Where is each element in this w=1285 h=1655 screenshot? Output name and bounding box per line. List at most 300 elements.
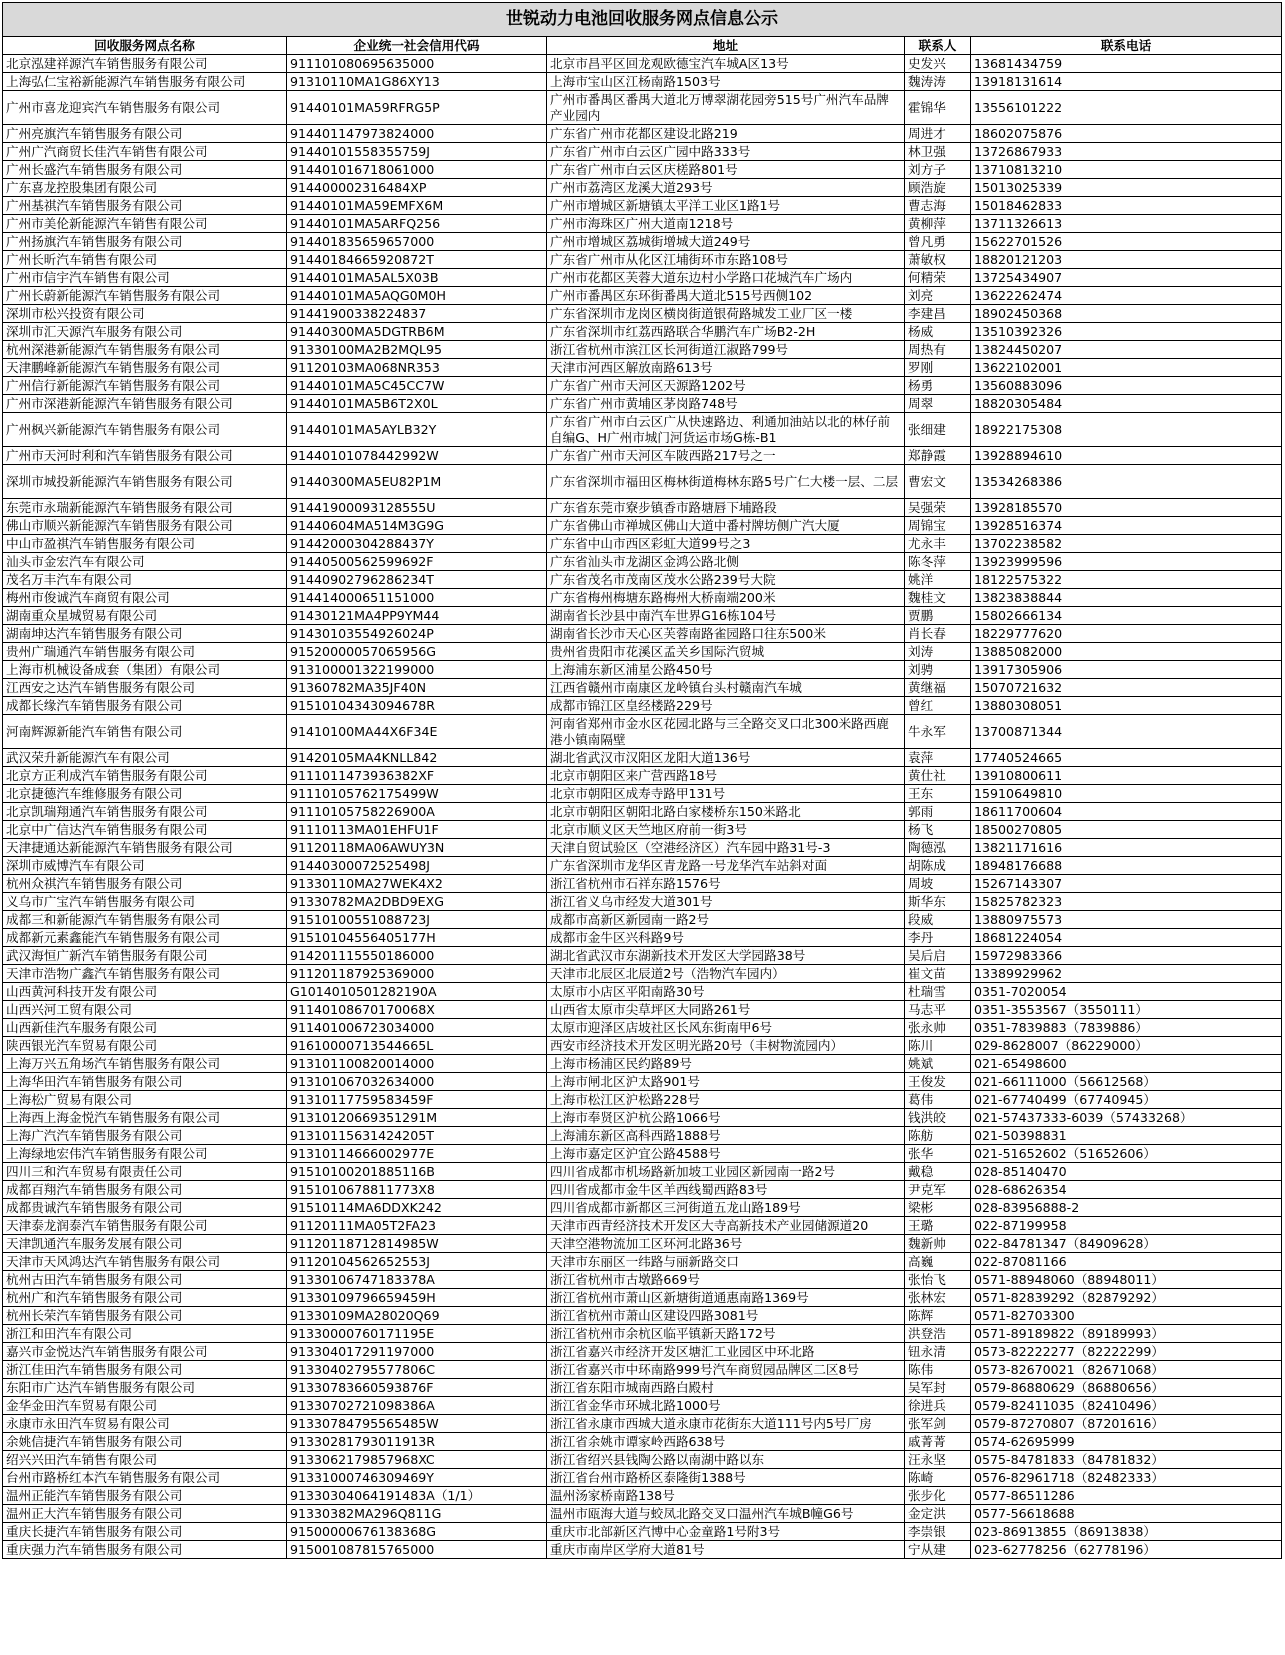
table-row	[3, 1289, 1282, 1307]
phone-cell: 0573-82222277（82222299）	[971, 1343, 1282, 1361]
credit-code-cell: 91440101MA59RFRG5P	[287, 91, 547, 125]
outlet-name-cell: 杭州长荣汽车销售服务有限公司	[3, 1307, 287, 1325]
outlet-name-cell: 杭州古田汽车销售服务有限公司	[3, 1271, 287, 1289]
contact-cell: 周锦宝	[905, 517, 971, 535]
phone-cell: 0577-86511286	[971, 1487, 1282, 1505]
outlet-name-cell: 湖南重众星城贸易有限公司	[3, 607, 287, 625]
outlet-name-cell: 广州信行新能源汽车销售服务有限公司	[3, 377, 287, 395]
outlet-name-cell: 江西安之达汽车销售服务有限公司	[3, 679, 287, 697]
address-cell: 天津市西青经济技术开发区大寺高新技术产业园储源道20	[547, 1217, 905, 1235]
table-row	[3, 143, 1282, 161]
phone-cell: 13824450207	[971, 341, 1282, 359]
table-body	[3, 55, 1282, 1559]
outlet-name-cell: 四川三和汽车贸易有限责任公司	[3, 1163, 287, 1181]
outlet-name-cell: 余姚信捷汽车销售服务有限公司	[3, 1433, 287, 1451]
table-row	[3, 697, 1282, 715]
address-cell: 广州市增城区新塘镇太平洋工业区1路1号	[547, 197, 905, 215]
phone-cell: 13711326613	[971, 215, 1282, 233]
phone-cell: 13700871344	[971, 715, 1282, 749]
header-phone: 联系电话	[971, 37, 1282, 55]
credit-code-cell: 91330281793011913R	[287, 1433, 547, 1451]
address-cell: 天津自贸试验区（空港经济区）汽车园中路31号-3	[547, 839, 905, 857]
table-row	[3, 911, 1282, 929]
address-cell: 西安市经济技术开发区明光路20号（丰树物流园内）	[547, 1037, 905, 1055]
page-title: 世锐动力电池回收服务网点信息公示	[3, 3, 1282, 37]
credit-code-cell: 91442000304288437Y	[287, 535, 547, 553]
credit-code-cell: 91330782MA2DBD9EXG	[287, 893, 547, 911]
contact-cell: 张步化	[905, 1487, 971, 1505]
credit-code-cell: 91310114666002977E	[287, 1145, 547, 1163]
contact-cell: 张细建	[905, 413, 971, 447]
contact-cell: 曾凡勇	[905, 233, 971, 251]
table-row	[3, 323, 1282, 341]
phone-cell: 15013025339	[971, 179, 1282, 197]
table-row	[3, 1145, 1282, 1163]
address-cell: 广东省广州市天河区天源路1202号	[547, 377, 905, 395]
contact-cell: 马志平	[905, 1001, 971, 1019]
credit-code-cell: 91120118712814985W	[287, 1235, 547, 1253]
contact-cell: 杨飞	[905, 821, 971, 839]
address-cell: 北京市昌平区回龙观欧德宝汽车城A区13号	[547, 55, 905, 73]
table-row	[3, 1307, 1282, 1325]
table-row	[3, 929, 1282, 947]
credit-code-cell: 913101100820014000	[287, 1055, 547, 1073]
phone-cell: 15070721632	[971, 679, 1282, 697]
outlet-name-cell: 浙江佳田汽车销售服务有限公司	[3, 1361, 287, 1379]
table-row	[3, 499, 1282, 517]
outlet-name-cell: 深圳市威博汽车有限公司	[3, 857, 287, 875]
phone-cell: 13560883096	[971, 377, 1282, 395]
header-row	[3, 37, 1282, 55]
outlet-name-cell: 山西新佳汽车服务有限公司	[3, 1019, 287, 1037]
contact-cell: 罗刚	[905, 359, 971, 377]
credit-code-cell: 911401006723034000	[287, 1019, 547, 1037]
table-row	[3, 679, 1282, 697]
credit-code-cell: 91440300MA5EU82P1M	[287, 465, 547, 499]
phone-cell: 0575-84781833（84781832）	[971, 1451, 1282, 1469]
address-cell: 广东省深圳市龙岗区横岗街道银荷路城发工业厂区一楼	[547, 305, 905, 323]
address-cell: 天津市河西区解放南路613号	[547, 359, 905, 377]
table-row	[3, 1181, 1282, 1199]
phone-cell: 023-86913855（86913838）	[971, 1523, 1282, 1541]
table-row	[3, 125, 1282, 143]
table-row	[3, 715, 1282, 749]
phone-cell: 18122575322	[971, 571, 1282, 589]
outlet-name-cell: 深圳市松兴投资有限公司	[3, 305, 287, 323]
credit-code-cell: 91440101078442992W	[287, 447, 547, 465]
address-cell: 浙江省杭州市萧山区新塘街道通惠南路1369号	[547, 1289, 905, 1307]
contact-cell: 顾浩旋	[905, 179, 971, 197]
outlet-name-cell: 广州基祺汽车销售服务有限公司	[3, 197, 287, 215]
table-row	[3, 91, 1282, 125]
outlet-name-cell: 杭州深港新能源汽车销售服务有限公司	[3, 341, 287, 359]
contact-cell: 王璐	[905, 1217, 971, 1235]
header-contact: 联系人	[905, 37, 971, 55]
phone-cell: 021-65498600	[971, 1055, 1282, 1073]
header-credit-code: 企业统一社会信用代码	[287, 37, 547, 55]
credit-code-cell: 91510100551088723J	[287, 911, 547, 929]
credit-code-cell: 91440101MA5C45CC7W	[287, 377, 547, 395]
table-row	[3, 625, 1282, 643]
contact-cell: 袁萍	[905, 749, 971, 767]
contact-cell: 宁从建	[905, 1541, 971, 1559]
phone-cell: 0579-82411035（82410496）	[971, 1397, 1282, 1415]
address-cell: 广东省中山市西区彩虹大道99号之3	[547, 535, 905, 553]
address-cell: 浙江省余姚市谭家岭西路638号	[547, 1433, 905, 1451]
outlet-name-cell: 北京泓建祥源汽车销售服务有限公司	[3, 55, 287, 73]
credit-code-cell: 913100001322199000	[287, 661, 547, 679]
contact-cell: 周翠	[905, 395, 971, 413]
contact-cell: 林卫强	[905, 143, 971, 161]
phone-cell: 0579-86880629（86880656）	[971, 1379, 1282, 1397]
outlet-name-cell: 北京凯瑞翔通汽车销售服务有限公司	[3, 803, 287, 821]
outlet-name-cell: 金华金田汽车贸易有限公司	[3, 1397, 287, 1415]
outlet-name-cell: 茂名万丰汽车有限公司	[3, 571, 287, 589]
outlet-name-cell: 广州亮旗汽车销售服务有限公司	[3, 125, 287, 143]
credit-code-cell: 914400002316484XP	[287, 179, 547, 197]
table-row	[3, 589, 1282, 607]
phone-cell: 13918131614	[971, 73, 1282, 91]
contact-cell: 尤永丰	[905, 535, 971, 553]
contact-cell: 黄仕社	[905, 767, 971, 785]
phone-cell: 0351-3553567（3550111）	[971, 1001, 1282, 1019]
credit-code-cell: 91330784795565485W	[287, 1415, 547, 1433]
table-row	[3, 1127, 1282, 1145]
credit-code-cell: 91440101558355759J	[287, 143, 547, 161]
credit-code-cell: 91310120669351291M	[287, 1109, 547, 1127]
address-cell: 广东省茂名市茂南区茂水公路239号大院	[547, 571, 905, 589]
phone-cell: 0576-82961718（82482333）	[971, 1469, 1282, 1487]
outlet-name-cell: 上海华田汽车销售服务有限公司	[3, 1073, 287, 1091]
table-row	[3, 535, 1282, 553]
table-row	[3, 1505, 1282, 1523]
contact-cell: 曾红	[905, 697, 971, 715]
contact-cell: 曹志海	[905, 197, 971, 215]
phone-cell: 15910649810	[971, 785, 1282, 803]
table-row	[3, 341, 1282, 359]
table-row	[3, 1253, 1282, 1271]
address-cell: 上海市嘉定区沪宜公路4588号	[547, 1145, 905, 1163]
table-row	[3, 767, 1282, 785]
credit-code-cell: 91420105MA4KNLL842	[287, 749, 547, 767]
outlet-name-cell: 成都贵诚汽车销售服务有限公司	[3, 1199, 287, 1217]
contact-cell: 钮永清	[905, 1343, 971, 1361]
table-row	[3, 179, 1282, 197]
table-row	[3, 571, 1282, 589]
address-cell: 上海市松江区沪松路228号	[547, 1091, 905, 1109]
outlet-name-cell: 天津凯通汽车服务发展有限公司	[3, 1235, 287, 1253]
table-row	[3, 1397, 1282, 1415]
phone-cell: 13622102001	[971, 359, 1282, 377]
contact-cell: 张军剑	[905, 1415, 971, 1433]
contact-cell: 张华	[905, 1145, 971, 1163]
phone-cell: 15972983366	[971, 947, 1282, 965]
phone-cell: 15802666134	[971, 607, 1282, 625]
credit-code-cell: 911101080695635000	[287, 55, 547, 73]
phone-cell: 13681434759	[971, 55, 1282, 73]
contact-cell: 王东	[905, 785, 971, 803]
outlet-name-cell: 上海广汽汽车销售服务有限公司	[3, 1127, 287, 1145]
contact-cell: 徐进兵	[905, 1397, 971, 1415]
address-cell: 广东省佛山市禅城区佛山大道中番村牌坊侧广汽大厦	[547, 517, 905, 535]
contact-cell: 周坡	[905, 875, 971, 893]
contact-cell: 贾鹏	[905, 607, 971, 625]
credit-code-cell: 91140108670170068X	[287, 1001, 547, 1019]
table-row	[3, 857, 1282, 875]
outlet-name-cell: 上海西上海金悦汽车销售服务有限公司	[3, 1109, 287, 1127]
address-cell: 广东省深圳市龙华区青龙路一号龙华汽车站斜对面	[547, 857, 905, 875]
table-row	[3, 1091, 1282, 1109]
address-cell: 浙江省绍兴县钱陶公路以南湖中路以东	[547, 1451, 905, 1469]
address-cell: 重庆市南岸区学府大道81号	[547, 1541, 905, 1559]
phone-cell: 13622262474	[971, 287, 1282, 305]
table-row	[3, 1109, 1282, 1127]
outlet-name-cell: 北京方正利成汽车销售服务有限公司	[3, 767, 287, 785]
outlet-name-cell: 杭州广和汽车销售服务有限公司	[3, 1289, 287, 1307]
outlet-name-cell: 杭州众祺汽车销售服务有限公司	[3, 875, 287, 893]
outlet-name-cell: 台州市路桥红本汽车销售服务有限公司	[3, 1469, 287, 1487]
table-row	[3, 947, 1282, 965]
address-cell: 重庆市北部新区汽博中心金童路1号附3号	[547, 1523, 905, 1541]
table-row	[3, 1433, 1282, 1451]
phone-cell: 028-83956888-2	[971, 1199, 1282, 1217]
table-row	[3, 359, 1282, 377]
outlet-name-cell: 湖南坤达汽车销售服务有限公司	[3, 625, 287, 643]
credit-code-cell: 9151010678811773X8	[287, 1181, 547, 1199]
table-row	[3, 607, 1282, 625]
credit-code-cell: 91440184665920872T	[287, 251, 547, 269]
phone-cell: 0351-7020054	[971, 983, 1282, 1001]
phone-cell: 13928894610	[971, 447, 1282, 465]
table-row	[3, 785, 1282, 803]
table-row	[3, 1451, 1282, 1469]
table-row	[3, 269, 1282, 287]
address-cell: 广州市花都区芙蓉大道东边村小学路口花城汽车广场内	[547, 269, 905, 287]
outlet-name-cell: 武汉荣升新能源汽车有限公司	[3, 749, 287, 767]
credit-code-cell: 91430103554926024P	[287, 625, 547, 643]
contact-cell: 吴强荣	[905, 499, 971, 517]
address-cell: 山西省太原市尖草坪区大同路261号	[547, 1001, 905, 1019]
outlet-name-cell: 广东喜龙控股集团有限公司	[3, 179, 287, 197]
outlet-name-cell: 陕西银光汽车贸易有限公司	[3, 1037, 287, 1055]
address-cell: 四川省成都市新都区三河街道五龙山路189号	[547, 1199, 905, 1217]
address-cell: 天津空港物流加工区环河北路36号	[547, 1235, 905, 1253]
phone-cell: 18500270805	[971, 821, 1282, 839]
address-cell: 广东省广州市从化区江埔街环市东路108号	[547, 251, 905, 269]
phone-cell: 0571-89189822（89189993）	[971, 1325, 1282, 1343]
phone-cell: 0571-82703300	[971, 1307, 1282, 1325]
phone-cell: 0574-62695999	[971, 1433, 1282, 1451]
phone-cell: 021-50398831	[971, 1127, 1282, 1145]
table-row	[3, 1037, 1282, 1055]
table-row	[3, 55, 1282, 73]
table-row	[3, 839, 1282, 857]
contact-cell: 曹宏文	[905, 465, 971, 499]
header-outlet-name: 回收服务网点名称	[3, 37, 287, 55]
contact-cell: 郭雨	[905, 803, 971, 821]
contact-cell: 陈伟	[905, 1361, 971, 1379]
outlet-name-cell: 广州长昕汽车销售有限公司	[3, 251, 287, 269]
credit-code-cell: 91440101MA5AL5X03B	[287, 269, 547, 287]
address-cell: 浙江省杭州市古墩路669号	[547, 1271, 905, 1289]
credit-code-cell: 91110113MA01EHFU1F	[287, 821, 547, 839]
phone-cell: 13880308051	[971, 697, 1282, 715]
contact-cell: 魏涛涛	[905, 73, 971, 91]
credit-code-cell: 91330100MA2B2MQL95	[287, 341, 547, 359]
address-cell: 浙江省嘉兴市经济开发区塘汇工业园区中环北路	[547, 1343, 905, 1361]
outlet-name-cell: 深圳市汇天源汽车服务有限公司	[3, 323, 287, 341]
contact-cell: 高巍	[905, 1253, 971, 1271]
table-row	[3, 161, 1282, 179]
address-cell: 浙江省义乌市经发大道301号	[547, 893, 905, 911]
contact-cell: 尹克军	[905, 1181, 971, 1199]
address-cell: 广东省深圳市红荔西路联合华鹏汽车广场B2-2H	[547, 323, 905, 341]
outlet-name-cell: 上海万兴五角场汽车销售服务有限公司	[3, 1055, 287, 1073]
credit-code-cell: 91440101MA5B6T2X0L	[287, 395, 547, 413]
contact-cell: 陈冬萍	[905, 553, 971, 571]
address-cell: 上海市奉贤区沪杭公路1066号	[547, 1109, 905, 1127]
phone-cell: 13389929962	[971, 965, 1282, 983]
credit-code-cell: 91440300MA5DGTRB6M	[287, 323, 547, 341]
address-cell: 广州市番禺区东环街番禺大道北515号西侧102	[547, 287, 905, 305]
outlet-name-cell: 天津市天风鸿达汽车销售服务有限公司	[3, 1253, 287, 1271]
credit-code-cell: 913304017291197000	[287, 1343, 547, 1361]
outlet-name-cell: 广州扬旗汽车销售服务有限公司	[3, 233, 287, 251]
address-cell: 浙江省台州市路桥区泰隆街1388号	[547, 1469, 905, 1487]
credit-code-cell: 91110105762175499W	[287, 785, 547, 803]
outlet-name-cell: 成都百翔汽车销售服务有限公司	[3, 1181, 287, 1199]
phone-cell: 13556101222	[971, 91, 1282, 125]
credit-code-cell: 91440101MA5AYLB32Y	[287, 413, 547, 447]
table-row	[3, 413, 1282, 447]
outlet-name-cell: 北京捷德汽车维修服务有限公司	[3, 785, 287, 803]
table-row	[3, 803, 1282, 821]
phone-cell: 0573-82670021（82671068）	[971, 1361, 1282, 1379]
credit-code-cell: 91330106747183378A	[287, 1271, 547, 1289]
address-cell: 浙江省杭州市萧山区建设四路3081号	[547, 1307, 905, 1325]
phone-cell: 0351-7839883（7839886）	[971, 1019, 1282, 1037]
table-row	[3, 1055, 1282, 1073]
phone-cell: 18948176688	[971, 857, 1282, 875]
phone-cell: 13928185570	[971, 499, 1282, 517]
address-cell: 浙江省嘉兴市中环南路999号汽车商贸园品牌区二区8号	[547, 1361, 905, 1379]
address-cell: 广州市增城区荔城街增城大道249号	[547, 233, 905, 251]
address-cell: 广东省梅州梅塘东路梅州大桥南端200米	[547, 589, 905, 607]
contact-cell: 胡陈成	[905, 857, 971, 875]
contact-cell: 姚斌	[905, 1055, 971, 1073]
contact-cell: 段威	[905, 911, 971, 929]
phone-cell: 13821171616	[971, 839, 1282, 857]
contact-cell: 戚菁菁	[905, 1433, 971, 1451]
contact-cell: 刘亮	[905, 287, 971, 305]
table-row	[3, 661, 1282, 679]
outlet-name-cell: 永康市永田汽车贸易有限公司	[3, 1415, 287, 1433]
address-cell: 天津市东丽区一纬路与丽新路交口	[547, 1253, 905, 1271]
contact-cell: 黄继福	[905, 679, 971, 697]
contact-cell: 刘方子	[905, 161, 971, 179]
outlet-name-cell: 广州长蔚新能源汽车销售服务有限公司	[3, 287, 287, 305]
credit-code-cell: 91330783660593876F	[287, 1379, 547, 1397]
recycling-outlets-table	[2, 2, 1282, 1559]
table-row	[3, 1019, 1282, 1037]
table-row	[3, 1235, 1282, 1253]
outlet-name-cell: 佛山市顺兴新能源汽车销售服务有限公司	[3, 517, 287, 535]
phone-cell: 13910800611	[971, 767, 1282, 785]
phone-cell: 13923999596	[971, 553, 1282, 571]
phone-cell: 022-87199958	[971, 1217, 1282, 1235]
contact-cell: 李建昌	[905, 305, 971, 323]
credit-code-cell: 91510100201885116B	[287, 1163, 547, 1181]
contact-cell: 陈崎	[905, 1469, 971, 1487]
credit-code-cell: 91330000760171195E	[287, 1325, 547, 1343]
contact-cell: 陈舫	[905, 1127, 971, 1145]
contact-cell: 崔文苗	[905, 965, 971, 983]
contact-cell: 葛伟	[905, 1091, 971, 1109]
contact-cell: 杨勇	[905, 377, 971, 395]
outlet-name-cell: 温州正能汽车销售服务有限公司	[3, 1487, 287, 1505]
address-cell: 浙江省东阳市城南西路白殿村	[547, 1379, 905, 1397]
table-row	[3, 875, 1282, 893]
outlet-name-cell: 上海弘仁宝裕新能源汽车销售服务有限公司	[3, 73, 287, 91]
table-row	[3, 465, 1282, 499]
credit-code-cell: 914401016718061000	[287, 161, 547, 179]
table-row	[3, 893, 1282, 911]
phone-cell: 0579-87270807（87201616）	[971, 1415, 1282, 1433]
address-cell: 上海浦东新区浦星公路450号	[547, 661, 905, 679]
phone-cell: 13823838844	[971, 589, 1282, 607]
address-cell: 浙江省永康市西城大道永康市花街东大道111号内5号厂房	[547, 1415, 905, 1433]
contact-cell: 吴后启	[905, 947, 971, 965]
phone-cell: 18820121203	[971, 251, 1282, 269]
address-cell: 湖北省武汉市汉阳区龙阳大道136号	[547, 749, 905, 767]
table-row	[3, 287, 1282, 305]
contact-cell: 牛永军	[905, 715, 971, 749]
table-row	[3, 1163, 1282, 1181]
contact-cell: 钱洪皎	[905, 1109, 971, 1127]
contact-cell: 金定洪	[905, 1505, 971, 1523]
credit-code-cell: 91440101MA59EMFX6M	[287, 197, 547, 215]
address-cell: 成都市锦江区皇经楼路229号	[547, 697, 905, 715]
credit-code-cell: 91510104556405177H	[287, 929, 547, 947]
contact-cell: 刘骋	[905, 661, 971, 679]
table-row	[3, 1073, 1282, 1091]
credit-code-cell: 911201187925369000	[287, 965, 547, 983]
contact-cell: 李崇银	[905, 1523, 971, 1541]
table-row	[3, 1199, 1282, 1217]
address-cell: 浙江省杭州市余杭区临平镇新天路172号	[547, 1325, 905, 1343]
outlet-name-cell: 天津捷通达新能源汽车销售服务有限公司	[3, 839, 287, 857]
credit-code-cell: 91310115631424205T	[287, 1127, 547, 1145]
phone-cell: 18820305484	[971, 395, 1282, 413]
credit-code-cell: 91440101MA5ARFQ256	[287, 215, 547, 233]
outlet-name-cell: 重庆强力汽车销售服务有限公司	[3, 1541, 287, 1559]
outlet-name-cell: 天津市浩物广鑫汽车销售服务有限公司	[3, 965, 287, 983]
table-row	[3, 377, 1282, 395]
credit-code-cell: 91440500562599692F	[287, 553, 547, 571]
contact-cell: 肖长春	[905, 625, 971, 643]
outlet-name-cell: 重庆长捷汽车销售服务有限公司	[3, 1523, 287, 1541]
address-cell: 广东省东莞市寮步镇香市路塘唇下埔路段	[547, 499, 905, 517]
outlet-name-cell: 广州市美伦新能源汽车销售有限公司	[3, 215, 287, 233]
outlet-name-cell: 东莞市永瑞新能源汽车销售服务有限公司	[3, 499, 287, 517]
phone-cell: 15825782323	[971, 893, 1282, 911]
table-row	[3, 1271, 1282, 1289]
address-cell: 浙江省杭州市滨江区长河街道江淑路799号	[547, 341, 905, 359]
phone-cell: 021-66111000（56612568）	[971, 1073, 1282, 1091]
phone-cell: 022-87081166	[971, 1253, 1282, 1271]
credit-code-cell: 91310117759583459F	[287, 1091, 547, 1109]
address-cell: 成都市高新区新园南一路2号	[547, 911, 905, 929]
